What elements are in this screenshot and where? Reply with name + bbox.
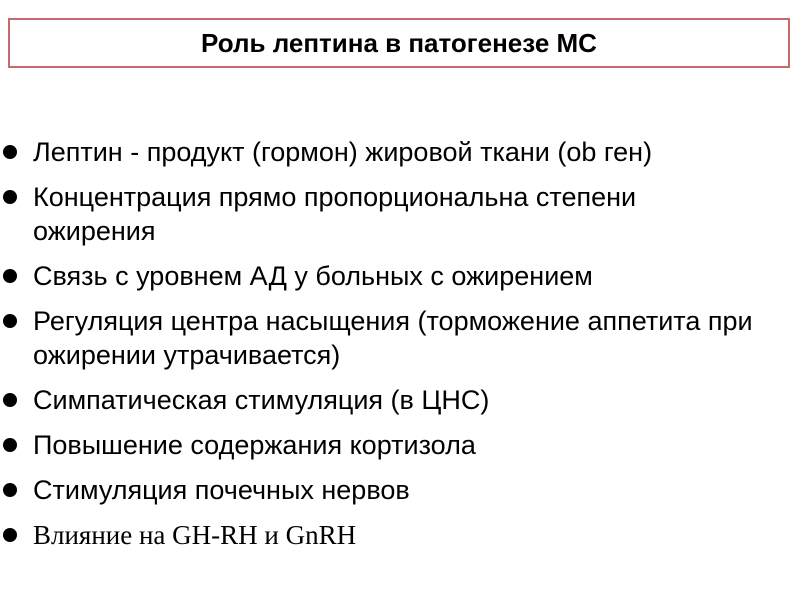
bullet-text: Регуляция центра насыщения (торможение аппетита при ожирении утрачивается) <box>33 306 753 370</box>
bullet-text: Стимуляция почечных нервов <box>33 475 410 505</box>
bullet-item <box>0 383 760 417</box>
bullet-dot-icon <box>3 145 17 159</box>
bullet-list <box>0 135 800 563</box>
bullet-dot-icon <box>3 393 17 407</box>
bullet-text: Симпатическая стимуляция (в ЦНС) <box>33 385 490 415</box>
bullet-text: Лептин - продукт (гормон) жировой ткани (ob ген) <box>33 137 653 167</box>
bullet-item <box>0 518 760 552</box>
bullet-dot-icon <box>3 269 17 283</box>
bullet-item <box>0 304 760 372</box>
bullet-item <box>0 180 760 248</box>
bullet-text: Связь с уровнем АД у больных с ожирением <box>33 261 593 291</box>
bullet-text: Влияние на GH-RH и GnRH <box>33 520 357 550</box>
bullet-text: Концентрация прямо пропорциональна степени ожирения <box>33 182 637 246</box>
bullet-item <box>0 473 760 507</box>
bullet-dot-icon <box>3 314 17 328</box>
bullet-dot-icon <box>3 438 17 452</box>
bullet-item <box>0 428 760 462</box>
bullet-dot-icon <box>3 528 17 542</box>
bullet-dot-icon <box>3 483 17 497</box>
slide-title: Роль лептина в патогенезе МС <box>201 28 597 58</box>
bullet-item <box>0 135 760 169</box>
bullet-text: Повышение содержания кортизола <box>33 430 476 460</box>
bullet-item <box>0 259 760 293</box>
title-box <box>8 18 790 68</box>
bullet-dot-icon <box>3 190 17 204</box>
